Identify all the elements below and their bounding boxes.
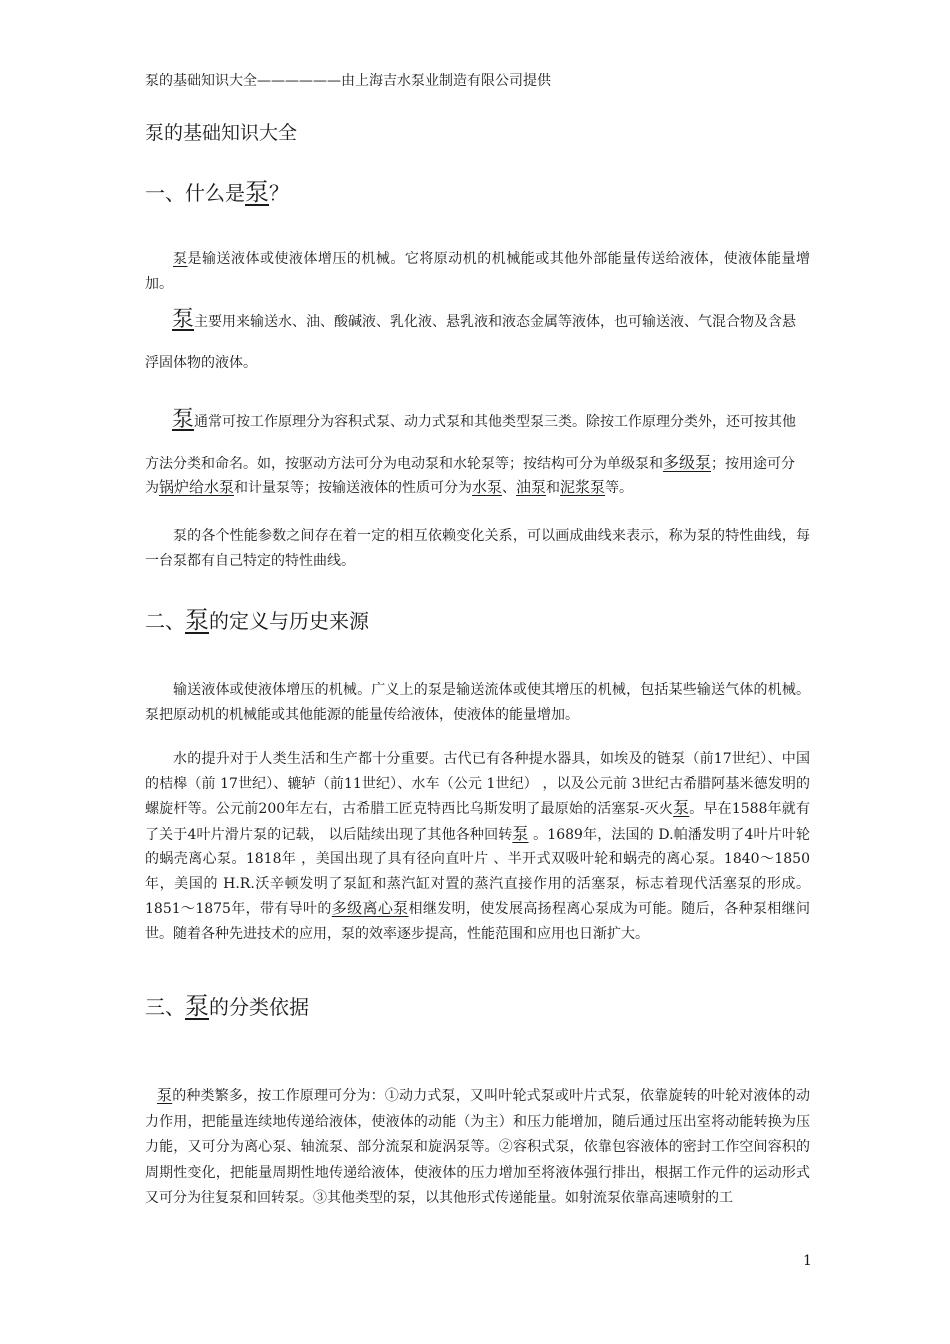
link-water-pump[interactable]: 水泵 — [472, 478, 503, 496]
section-heading-2 — [145, 600, 369, 635]
paragraph-text: 水的提升对于人类生活和生产都十分重要。古代已有各种提水器具，如埃及的链泵（前17世纪）、中国的桔槔（前 17世纪）、辘轳（前11世纪）、水车（公元 1世纪） ，以及公元前 3世纪古希腊阿基米德发明的螺旋杆等。公元前200年左右，古希腊工匠克特西比乌斯发明了最原始的活塞泵-灭火 — [145, 751, 810, 817]
link-pump[interactable]: 泵 — [673, 798, 690, 817]
separator: 和 — [546, 480, 561, 496]
paragraph-text: 。早在1588年就有了关于4叶片滑片泵的记载， 以后陆续出现了其他各种回转 — [145, 801, 810, 843]
paragraph-text: 和计量泵等；按输送液体的性质可分为 — [234, 480, 473, 496]
link-rotary-pump[interactable]: 泵 — [512, 823, 529, 843]
paragraph-text: 通常可按工作原理分为容积式泵、动力式泵和其他类型泵三类。除按工作原理分类外，还可按其他 — [194, 414, 797, 430]
heading-suffix: ？ — [269, 181, 289, 205]
heading-prefix: 一、什么是 — [145, 181, 245, 205]
keyword-link[interactable]: 泵 — [172, 307, 195, 332]
heading-prefix: 二、 — [145, 609, 185, 633]
paragraph-text: ；按用途可分 — [711, 456, 796, 472]
s1-paragraph-1 — [145, 247, 810, 297]
keyword-link[interactable]: 泵 — [173, 251, 188, 267]
separator: 、 — [502, 480, 517, 496]
paragraph-text: 。1689年，法国的 D.帕潘发明了4叶片叶轮的蜗壳离心泵。1818年 ，美国出现了具有径向直叶片 、半开式双吸叶轮和蜗壳的离心泵。1840～1850年，美国的 H.R.沃辛顿发明了泵缸和蒸汽缸对置的蒸汽直接作用的活塞泵，标志着现代活塞泵的形成。1851～1875年，带有导叶的 — [145, 826, 810, 917]
paragraph-text: 为 — [145, 480, 159, 496]
page-number: 1 — [803, 1253, 812, 1269]
heading-keyword: 泵 — [245, 178, 269, 206]
s1-paragraph-3-line-3 — [145, 476, 633, 497]
heading-suffix: 的分类依据 — [209, 995, 309, 1019]
s2-paragraph-2 — [145, 747, 810, 946]
paragraph-text: 主要用来输送水、油、酸碱液、乳化液、悬乳液和液态金属等液体，也可输送液、气混合物及含悬 — [194, 314, 797, 330]
s1-paragraph-2-line-2: 浮固体物的液体。 — [145, 355, 257, 371]
s3-paragraph-1 — [145, 1083, 810, 1212]
link-multistage-pump[interactable]: 多级泵 — [663, 453, 712, 472]
paragraph-text: 是输送液体或使液体增压的机械。它将原动机的机械能或其他外部能量传送给液体，使液体能量增加。 — [145, 251, 811, 292]
link-oil-pump[interactable]: 油泵 — [516, 478, 547, 496]
section-heading-3 — [145, 986, 309, 1021]
link-slurry-pump[interactable]: 泥浆泵 — [560, 478, 606, 496]
paragraph-text: 等。 — [605, 480, 634, 496]
page-header: 泵的基础知识大全——————由上海吉水泵业制造有限公司提供 — [145, 73, 551, 89]
heading-keyword: 泵 — [185, 606, 209, 634]
s1-paragraph-2-line-1 — [172, 302, 796, 333]
section-heading-1 — [145, 172, 289, 207]
s1-paragraph-4: 泵的各个性能参数之间存在着一定的相互依赖变化关系，可以画成曲线来表示，称为泵的特性曲线，每一台泵都有自己特定的特性曲线。 — [145, 528, 810, 569]
keyword-link[interactable]: 泵 — [172, 407, 195, 432]
paragraph-text: 方法分类和命名。如，按驱动方法可分为电动泵和水轮泵等；按结构可分为单级泵和 — [145, 456, 663, 472]
heading-suffix: 的定义与历史来源 — [209, 609, 369, 633]
paragraph-text: 的种类繁多，按工作原理可分为：①动力式泵，又叫叶轮式泵或叶片式泵，依靠旋转的叶轮对液体的动力作用，把能量连续地传递给液体，使液体的动能（为主）和压力能增加，随后通过压出室将动能转换为压力能，又可分为离心泵、轴流泵、部分流泵和旋涡泵等。②容积式泵，依靠包容液体的密封工作空间容积的周期性变化，把能量周期性地传递给液体，使液体的压力增加至将液体强行排出，根据工作元件的运动形式又可分为往复泵和回转泵。③其他类型的泵，以其他形式传递能量。如射流泵依靠高速喷射的工 — [145, 1088, 810, 1206]
s2-paragraph-1: 输送液体或使液体增压的机械。广义上的泵是输送流体或使其增压的机械，包括某些输送气体的机械。泵把原动机的机械能或其他能源的能量传给液体，使液体的能量增加。 — [145, 682, 810, 723]
s1-paragraph-3-line-2 — [145, 450, 795, 473]
heading-keyword: 泵 — [185, 992, 209, 1020]
document-title: 泵的基础知识大全 — [145, 122, 298, 144]
link-boiler-feed-pump[interactable]: 锅炉给水泵 — [159, 478, 235, 496]
link-multistage-centrifugal-pump[interactable]: 多级离心泵 — [331, 899, 409, 917]
s1-paragraph-3-line-1 — [172, 402, 796, 433]
keyword-link[interactable]: 泵 — [157, 1086, 173, 1104]
paragraph-text: 相继发明，使发展高扬程离心泵成为可能。随后，各种泵相继问世。随着各种先进技术的应用，泵的效率逐步提高，性能范围和应用也日渐扩大。 — [145, 901, 810, 942]
heading-prefix: 三、 — [145, 995, 185, 1019]
